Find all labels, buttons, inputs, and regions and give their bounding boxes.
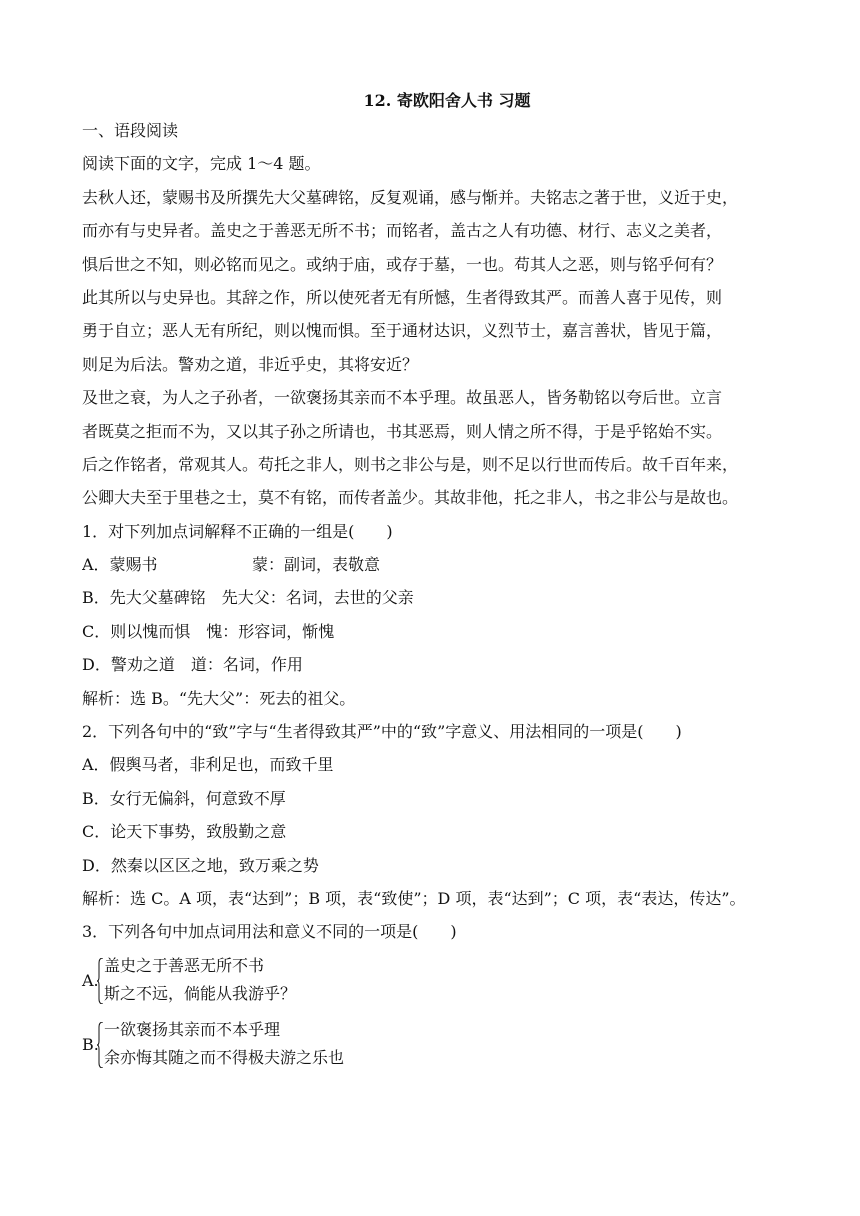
section-heading: 一、语段阅读 — [82, 121, 179, 140]
passage-line: 勇于自立；恶人无有所纪，则以愧而惧。至于通材达识，义烈节士，嘉言善状，皆见于篇， — [82, 321, 723, 341]
option-gloss: 蒙：副词，表敬意 — [252, 555, 381, 575]
document-title: 12. 寄欧阳舍人书 习题 — [363, 91, 531, 110]
sentence-2: 余亦悔其随之而不得极夫游之乐也 — [104, 1047, 345, 1067]
left-brace-icon — [97, 1022, 103, 1068]
passage-line: 惧后世之不知，则必铭而见之。或纳于庙，或存于墓，一也。苟其人之恶，则与铭乎何有？ — [82, 254, 723, 274]
question-stem: 3．下列各句中加点词用法和意义不同的一项是( ) — [82, 922, 457, 942]
question-stem: 2．下列各句中的“致”字与“生者得致其严”中的“致”字意义、用法相同的一项是( ) — [82, 722, 682, 742]
option-gloss: 道：名词，作用 — [190, 655, 303, 675]
passage-line: 者既莫之拒而不为，又以其子孙之所请也，书其恶焉，则人情之所不得，于是乎铭始不实。 — [82, 421, 723, 441]
option-a: A．假舆马者，非利足也，而致千里 — [82, 755, 334, 775]
option-gloss: 愧：形容词，惭愧 — [206, 621, 335, 641]
document-page — [82, 88, 782, 1083]
option-gloss: 先大父：名词，去世的父亲 — [221, 588, 414, 608]
passage-line: 后之作铭者，常观其人。苟托之非人，则书之非公与是，则不足以行世而传后。故千百年来， — [82, 454, 739, 474]
option-label: B. — [82, 1034, 99, 1054]
reading-passage — [82, 181, 782, 515]
sentence-1: 一欲褒扬其亲而不本乎理 — [104, 1019, 281, 1039]
option-label: A．蒙赐书 — [82, 555, 158, 575]
option-label: B．先大父墓碑铭 — [82, 588, 206, 608]
option-d — [82, 648, 782, 681]
passage-line: 及世之衰，为人之子孙者，一欲褒扬其亲而不本乎理。故虽恶人，皆务勒铭以夸后世。立言 — [82, 388, 723, 408]
option-b: B．女行无偏斜，何意致不厚 — [82, 788, 286, 808]
question-stem: 1．对下列加点词解释不正确的一组是( ) — [82, 521, 393, 541]
passage-line: 此其所以与史异也。其辞之作，所以使死者无有所憾，生者得致其严。而善人喜于见传，则 — [82, 287, 723, 307]
question-1 — [82, 515, 782, 715]
instruction: 阅读下面的文字，完成 1～4 题。 — [82, 154, 321, 174]
answer-analysis: 解析：选 C。A 项，表“达到”；B 项，表“致使”；D 项，表“达到”；C 项，表“表达，传达”。 — [82, 888, 746, 908]
option-c — [82, 615, 782, 648]
option-label: D．警劝之道 — [82, 655, 175, 675]
passage-line: 而亦有与史异者。盖史之于善恶无所不书；而铭者，盖古之人有功德、材行、志义之美者， — [82, 221, 723, 241]
option-b-pair — [82, 1019, 782, 1075]
option-d: D．然秦以区区之地，致万乘之势 — [82, 855, 319, 875]
question-2 — [82, 715, 782, 915]
sentence-2: 斯之不远，倘能从我游乎？ — [104, 983, 297, 1003]
option-a-pair — [82, 955, 782, 1011]
passage-line: 则足为后法。警劝之道，非近乎史，其将安近？ — [82, 354, 419, 374]
option-label: A. — [82, 970, 99, 990]
passage-line: 去秋人还，蒙赐书及所撰先大父墓碑铭，反复观诵，感与惭并。夫铭志之著于世，义近于史， — [82, 187, 739, 207]
answer-analysis: 解析：选 B。“先大父”：死去的祖父。 — [82, 688, 356, 708]
option-c: C．论天下事势，致殷勤之意 — [82, 822, 287, 842]
left-brace-icon — [97, 958, 103, 1004]
question-3 — [82, 915, 782, 1074]
option-label: C．则以愧而惧 — [82, 621, 191, 641]
option-b — [82, 581, 782, 614]
option-a — [82, 548, 782, 581]
sentence-1: 盖史之于善恶无所不书 — [104, 955, 265, 975]
passage-line: 公卿大夫至于里巷之士，莫不有铭，而传者盖少。其故非他，托之非人，书之非公与是故也。 — [82, 488, 739, 508]
